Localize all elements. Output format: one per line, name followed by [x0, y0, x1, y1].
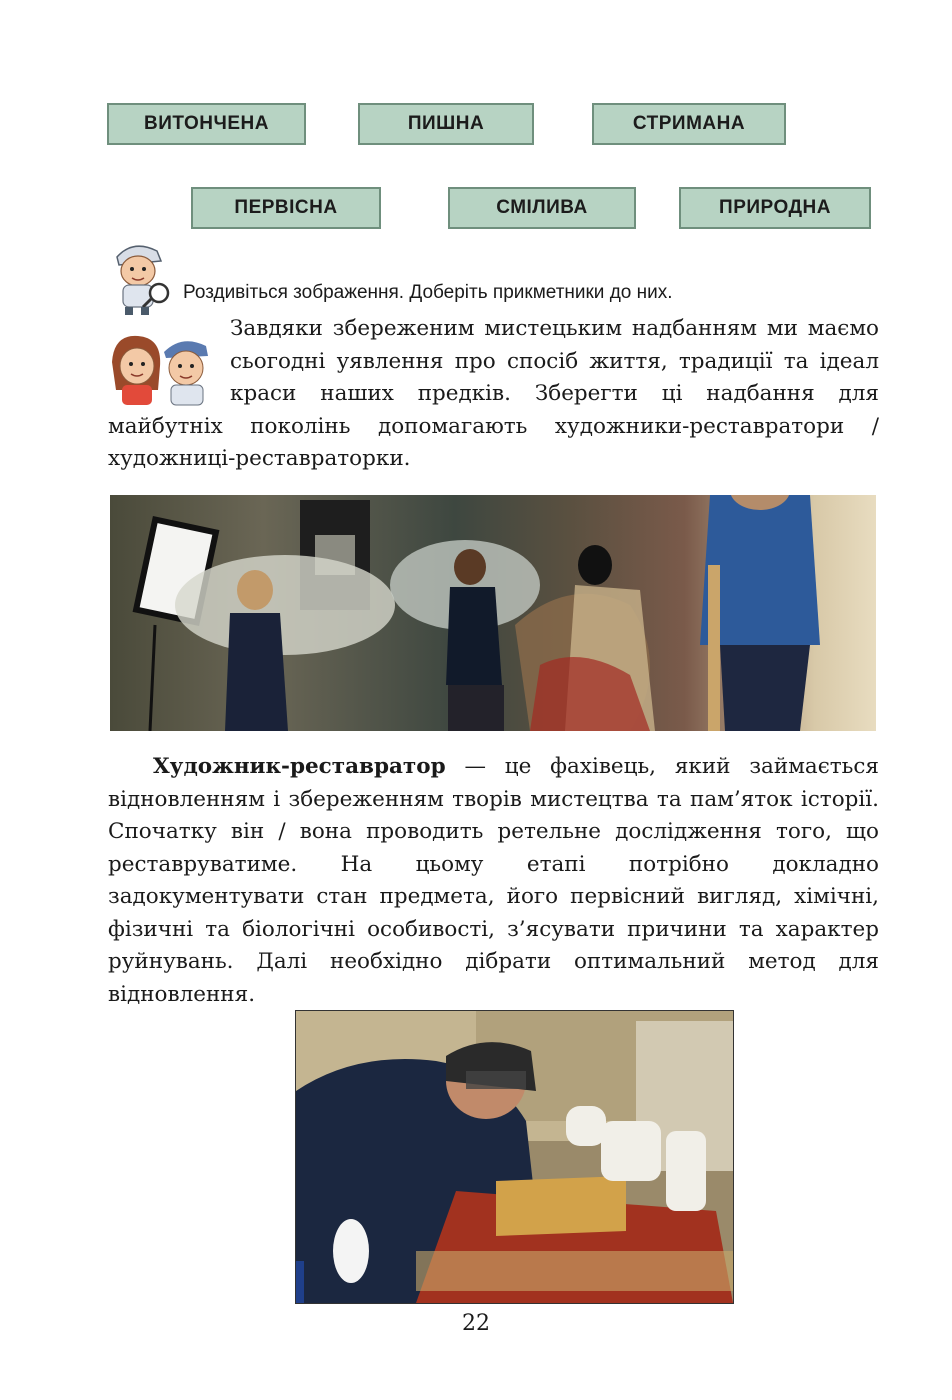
adjective-tag: ПРИРОДНА [679, 187, 871, 229]
restorers-photo [110, 495, 876, 731]
intro-paragraph [108, 313, 879, 476]
restorer-microscope-photo [295, 1010, 734, 1304]
restorer-term: Художник-реставратор [153, 754, 446, 779]
detective-boy-magnifier-icon [105, 237, 175, 315]
adjective-tag: ВИТОНЧЕНА [107, 103, 306, 145]
task-instruction: Роздивіться зображення. Доберіть прикметники до них. [183, 282, 673, 303]
intro-paragraph-text: Завдяки збереженим мистецьким надбанням ми маємо сьогодні уявлення про спосіб життя, традиції та ідеал краси наших предків. Зберегти ці надбання для майбутніх поколінь допомагають художники-реставратори / художниці-реставраторки. [108, 316, 879, 471]
adjective-tag: ПИШНА [358, 103, 534, 145]
page-number: 22 [462, 1311, 490, 1336]
adjective-tag: СМІЛИВА [448, 187, 636, 229]
adjective-tag: СТРИМАНА [592, 103, 786, 145]
restorer-definition-text: — це фахівець, який займається відновленням і збереженням творів мистецтва та пам’яток історії. Спочатку він / вона проводить ретельне дослідження того, що реставруватиме. На цьому етапі потрібно докладно задокументувати стан предмета, його первісний вигляд, хімічні, фізичні та біологічні особивості, з’ясувати причини та характер руйнувань. Далі необхідно дібрати оптимальний метод для відновлення. [108, 754, 879, 1007]
adjective-tag: ПЕРВІСНА [191, 187, 381, 229]
restorer-definition-paragraph [108, 751, 879, 1011]
